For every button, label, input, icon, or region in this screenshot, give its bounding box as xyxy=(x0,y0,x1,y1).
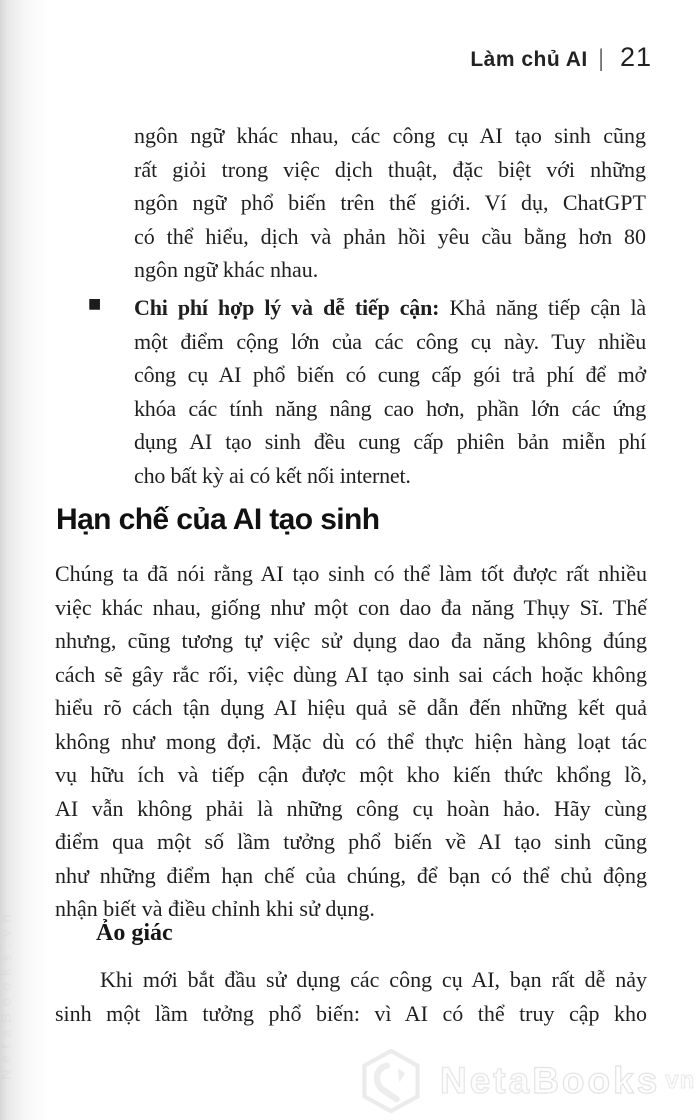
text-line: ngôn ngữ phổ biến trên thế giới. Ví dụ, ChatGPT xyxy=(134,190,646,215)
text-line: công cụ AI phổ biến có cung cấp gói trả phí để mở xyxy=(134,362,646,387)
text-line: sinh một lầm tưởng phổ biến: vì AI có thể truy cập kho xyxy=(55,1000,647,1026)
watermark-books: Books xyxy=(532,1060,661,1101)
left-edge-watermark-text xyxy=(0,40,18,1080)
text-line: khóa các tính năng nâng cao hơn, phần lớn các ứng xyxy=(134,395,646,421)
bullet-item-text xyxy=(134,291,646,492)
text-line: điểm qua một số lầm tưởng phổ biến về AI tạo sinh cũng xyxy=(55,829,647,854)
watermark-brand-text xyxy=(440,1060,660,1102)
text-line: rất giỏi trong việc dịch thuật, đặc biệt với những xyxy=(134,156,646,182)
text-line: Chúng ta đã nói rằng AI tạo sinh có thể làm tốt được rất nhiều xyxy=(55,561,647,586)
section-paragraph xyxy=(55,557,647,926)
header-separator: | xyxy=(598,45,604,72)
text-line: như những điểm hạn chế của chúng, để bạn có thể chủ động xyxy=(55,862,647,888)
text-line: nhưng, cũng tương tự việc sử dụng dao đa năng không đúng xyxy=(55,628,647,653)
text-line: ngôn ngữ khác nhau. xyxy=(134,257,319,282)
watermark-neta: Neta xyxy=(440,1060,533,1101)
text-line: cho bất kỳ ai có kết nối internet. xyxy=(134,462,411,488)
subsection-paragraph xyxy=(55,963,647,1030)
text-line: hiểu rõ cách tận dụng AI hiệu quả sẽ dẫn đến những kết quả xyxy=(55,695,647,720)
watermark-tld: vn xyxy=(665,1067,696,1094)
netabooks-hexagon-n-icon xyxy=(356,1047,426,1115)
text-line: một điểm cộng lớn của các công cụ này. Tuy nhiều xyxy=(134,328,646,354)
paragraph-continued xyxy=(134,119,646,287)
text-line: cách sẽ gây rắc rối, việc dùng AI tạo sinh sai cách hoặc không xyxy=(55,661,647,687)
text-line: có thể hiểu, dịch và phản hồi yêu cầu bằng hơn 80 xyxy=(134,223,646,249)
text-line: vụ hữu ích và tiếp cận được một kho kiến thức khổng lồ, xyxy=(55,762,647,787)
subsection-heading: Ảo giác xyxy=(96,920,173,946)
text-line: việc khác nhau, giống như một con dao đa năng Thụy Sĩ. Thế xyxy=(55,594,647,620)
text-line: dụng AI tạo sinh đều cung cấp phiên bản miễn phí xyxy=(134,429,646,454)
text-line: nhận biết và điều chỉnh khi sử dụng. xyxy=(55,896,375,921)
text-line: ngôn ngữ khác nhau, các công cụ AI tạo sinh cũng xyxy=(134,123,646,148)
text-line: Chi phí hợp lý và dễ tiếp cận: Khả năng tiếp cận là xyxy=(134,295,646,320)
text-line: Khi mới bắt đầu sử dụng các công cụ AI, bạn rất dễ nảy xyxy=(100,967,647,992)
page-number: 21 xyxy=(619,42,652,72)
text-line: không như mong đợi. Mặc dù có thể thực hiện hàng loạt tác xyxy=(55,728,647,754)
bullet-square-icon: ■ xyxy=(88,296,102,312)
page-header xyxy=(470,42,652,73)
book-title: Làm chủ AI xyxy=(470,48,588,71)
netabooks-watermark xyxy=(356,1047,695,1115)
section-heading: Hạn chế của AI tạo sinh xyxy=(56,503,380,536)
text-line: AI vẫn không phải là những công cụ hoàn hảo. Hãy cùng xyxy=(55,795,647,821)
